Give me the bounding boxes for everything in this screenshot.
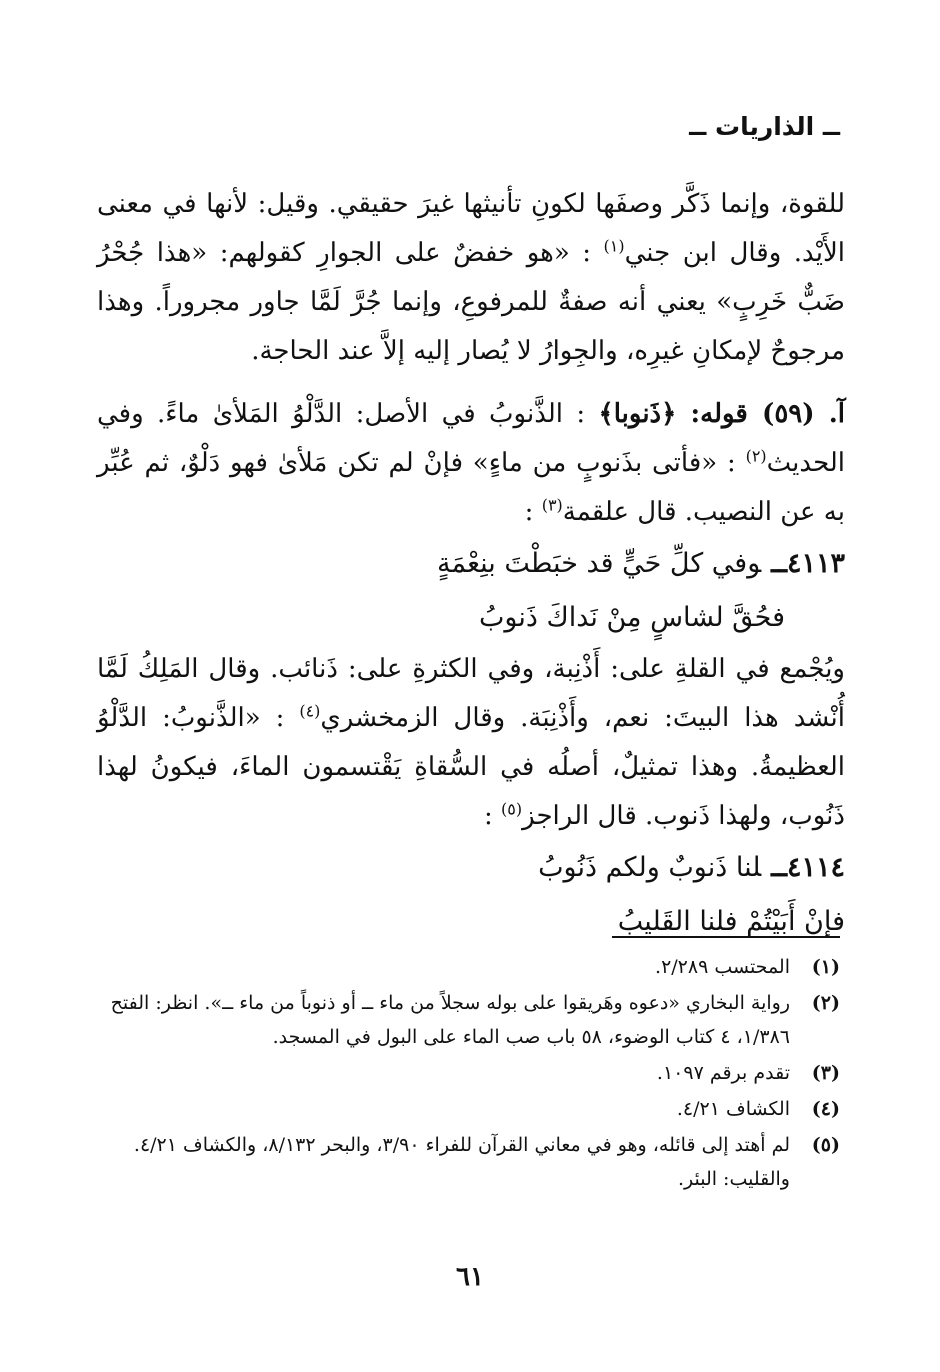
footnote xyxy=(97,1092,840,1126)
footnote-ref-2: (٢) xyxy=(745,446,767,466)
footnote-ref-1: (١) xyxy=(603,236,625,256)
footnote-number: (٢) xyxy=(811,992,840,1014)
footnote xyxy=(97,950,840,984)
page-number: ٦١ xyxy=(456,1262,484,1292)
p2-text-b: : «فأتى بذَنوبٍ من ماءٍ» فإنْ لم تكن مَلأىٰ فهو دَلْوٌ، ثم عُبِّر به عن النصيب. قال علقمة xyxy=(97,448,845,527)
footnote-ref-3: (٣) xyxy=(541,495,563,515)
footnote-text: تقدم برقم ١٠٩٧. xyxy=(656,1062,790,1084)
footnote xyxy=(97,1128,840,1196)
p1-text-a: للقوة، وإنما ذَكَّر وصفَها لكونِ تأنيثها غيرَ حقيقي. وقيل: لأنها في معنى الأَيْد. وقال ابن جني xyxy=(97,189,845,268)
poem-number-4113: ٤١١٣ــ xyxy=(771,548,845,579)
footnote-ref-5: (٥) xyxy=(501,799,523,819)
footnote-divider xyxy=(612,936,840,938)
footnote-text: رواية البخاري «دعوه وهَريقوا على بوله سجلاً من ماء ــ أو ذنوباً من ماء ــ». انظر: الفتح ١/٣٨٦، ٤ كتاب الوضوء، ٥٨ باب صب الماء على البول في المسجد. xyxy=(110,992,790,1048)
footnote-number: (٤) xyxy=(811,1098,840,1120)
footnote-number: (٣) xyxy=(811,1062,840,1084)
poem-hemistich-1: وفي كلِّ حَيٍّ قد خبَطْتَ بنِعْمَةٍ xyxy=(437,548,762,579)
p2-text-c: : xyxy=(524,497,542,527)
running-head: ــ الذاريات ــ xyxy=(689,112,840,141)
p3-text-c: : xyxy=(484,801,502,831)
poem-line-4113-a xyxy=(97,537,845,591)
poem-hemistich-2: فحُقَّ لشاسٍ مِنْ نَداكَ ذَنوبُ xyxy=(478,602,785,633)
paragraph-1 xyxy=(97,180,845,376)
footnote xyxy=(97,986,840,1054)
p3-text-b: : «الذَّنوبُ: الدَّلْوُ العظيمةُ. وهذا تمثيلٌ، أصلُه في السُّقاةِ يَقْتسمون الماءَ، فيكونُ لهذا ذَنُوب، ولهذا ذَنوب. قال الراجز xyxy=(97,703,845,831)
poem-number-4114: ٤١١٤ــ xyxy=(771,852,845,883)
p1-text-b: : «هو خفضٌ على الجوارِ كقولهم: «هذا جُحْرُ ضَبٌّ خَرِبٍ» يعني أنه صفةٌ للمرفوعِ، وإنما جُرَّ لَمَّا جاور مجروراً. وهذا مرجوحٌ لإمكانِ غيرِه، والجِوارُ لا يُصار إليه إلاَّ عند الحاجة. xyxy=(97,238,845,366)
footnote-text: المحتسب ٢/٢٨٩. xyxy=(655,956,790,978)
main-text xyxy=(97,180,845,949)
footnotes xyxy=(97,950,840,1198)
poem-line-4113-b xyxy=(97,591,785,645)
footnote-text: الكشاف ٤/٢١. xyxy=(676,1098,790,1120)
footnote xyxy=(97,1056,840,1090)
paragraph-3 xyxy=(97,645,845,841)
p3-text-a: ويُجْمع في القلةِ على: أَذْنِبة، وفي الكثرةِ على: ذَنائب. وقال المَلِكُ لَمَّا أُنْشد هذا البيتَ: نعم، وأَذْنِبَة. وقال الزمخشري xyxy=(97,654,846,733)
verse-heading: آ. (٥٩) قوله: ﴿ذَنوبا﴾ xyxy=(598,399,845,429)
poem-hemistich-4: فإنْ أَبَيْتُمْ فلنا القَليبُ xyxy=(617,906,845,937)
footnote-number: (٥) xyxy=(811,1134,840,1156)
poem-line-4114-a xyxy=(97,841,845,895)
poem-line-4114-b xyxy=(97,895,845,949)
footnote-ref-4: (٤) xyxy=(299,701,321,721)
footnote-text: لم أهتد إلى قائله، وهو في معاني القرآن للفراء ٣/٩٠، والبحر ٨/١٣٢، والكشاف ٤/٢١. والقليب: البئر. xyxy=(133,1134,790,1190)
p2-text-a: : الذَّنوبُ في الأصل: الدَّلْوُ المَلأىٰ ماءً. وفي الحديث xyxy=(97,399,845,478)
poem-hemistich-3: لنا ذَنوبٌ ولكم ذَنُوبُ xyxy=(538,852,762,883)
footnote-number: (١) xyxy=(811,956,840,978)
paragraph-2 xyxy=(97,390,845,537)
